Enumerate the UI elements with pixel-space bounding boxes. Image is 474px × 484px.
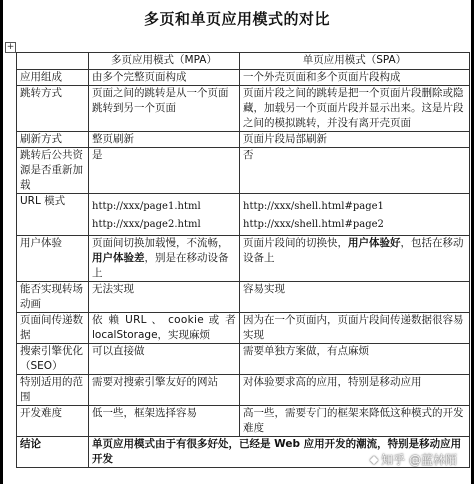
spa-url-1: http://xxx/shell.html#page1: [243, 201, 384, 212]
spa-cell: 页面片段局部刷新: [240, 132, 470, 148]
header-empty: [17, 53, 89, 70]
mpa-ux-text-a: 页面间切换加载慢，不流畅，: [92, 237, 229, 249]
conclusion-cell: 单页应用模式由于有很多好处，已经是 Web 应用开发的潮流，特别是移动应用开发: [89, 437, 470, 468]
mpa-data-line-2: localStorage，实现麻烦: [92, 329, 211, 341]
table-row: [17, 194, 470, 236]
table-row: [17, 132, 470, 148]
header-mpa: 多页应用模式（MPA）: [89, 53, 240, 70]
row-label: 搜索引擎优化（SEO）: [17, 344, 89, 375]
header-spa: 单页应用模式（SPA）: [240, 53, 470, 70]
table-row: [17, 70, 470, 86]
table-row: [17, 406, 470, 437]
mpa-cell: 无法实现: [89, 282, 240, 313]
spa-cell: 一个外壳页面和多个页面片段构成: [240, 70, 470, 86]
table-row: [17, 375, 470, 406]
row-label: 刷新方式: [17, 132, 89, 148]
row-label: 应用组成: [17, 70, 89, 86]
spa-cell: 高一些，需要专门的框架来降低这种模式的开发难度: [240, 406, 470, 437]
spa-cell: 需要单独方案做，有点麻烦: [240, 344, 470, 375]
mpa-cell: [89, 313, 240, 344]
watermark-text: 知乎 @蓝林陌: [381, 453, 457, 467]
mpa-cell: [89, 194, 240, 236]
table-row: [17, 313, 470, 344]
spa-ux-bold: 用户体验好: [348, 237, 401, 249]
row-label: 能否实现转场动画: [17, 282, 89, 313]
comparison-table: [16, 52, 470, 468]
row-label: URL 模式: [17, 194, 89, 236]
mpa-cell: 可以直接做: [89, 344, 240, 375]
spa-ux-text-a: 页面片段间的切换快，: [243, 237, 348, 249]
mpa-cell: [89, 236, 240, 282]
row-label: 用户体验: [17, 236, 89, 282]
mpa-cell: 整页刷新: [89, 132, 240, 148]
row-label: 页面间传递数据: [17, 313, 89, 344]
spa-cell: 容易实现: [240, 282, 470, 313]
table-move-handle-icon[interactable]: +: [6, 42, 15, 52]
mpa-cell: 由多个完整页面构成: [89, 70, 240, 86]
document-page: [3, 0, 471, 484]
row-label: 结论: [17, 437, 89, 468]
table-row: [17, 148, 470, 194]
zhihu-logo-icon: ◆: [369, 453, 379, 466]
spa-cell: 对体验要求高的应用，特别是移动应用: [240, 375, 470, 406]
table-row: [17, 236, 470, 282]
spa-cell: [240, 236, 470, 282]
mpa-cell: 低一些，框架选择容易: [89, 406, 240, 437]
spa-cell: 页面片段之间的跳转是把一个页面片段删除或隐藏，加载另一个页面片段并显示出来。这是片段之间的模拟跳转，并没有离开壳页面: [240, 86, 470, 132]
mpa-cell: 是: [89, 148, 240, 194]
mpa-data-line-1: 依 赖 URL 、 cookie 或 者: [92, 314, 236, 326]
row-label: 跳转方式: [17, 86, 89, 132]
table-header-row: [17, 53, 470, 70]
spa-url-2: http://xxx/shell.html#page2: [243, 219, 384, 230]
watermark: [370, 451, 457, 468]
mpa-cell: 页面之间的跳转是从一个页面跳转到另一个页面: [89, 86, 240, 132]
row-label: 跳转后公共资源是否重新加载: [17, 148, 89, 194]
mpa-cell: 需要对搜索引擎友好的网站: [89, 375, 240, 406]
mpa-url-1: http://xxx/page1.html: [92, 201, 201, 212]
spa-cell: [240, 194, 470, 236]
mpa-ux-text-b: ，别是在移动设备上: [92, 252, 229, 279]
row-label: 特别适用的范围: [17, 375, 89, 406]
mpa-ux-bold: 用户体验差: [92, 252, 145, 264]
table-row: [17, 282, 470, 313]
spa-ux-text-b: ，包括在移动设备上: [243, 237, 464, 264]
mpa-url-2: http://xxx/page2.html: [92, 219, 201, 230]
spa-cell: 否: [240, 148, 470, 194]
table-row: [17, 344, 470, 375]
spa-cell: 因为在一个页面内，页面片段间传递数据很容易实现: [240, 313, 470, 344]
row-label: 开发难度: [17, 406, 89, 437]
page-title: 多页和单页应用模式的对比: [143, 10, 330, 28]
table-row: [17, 86, 470, 132]
